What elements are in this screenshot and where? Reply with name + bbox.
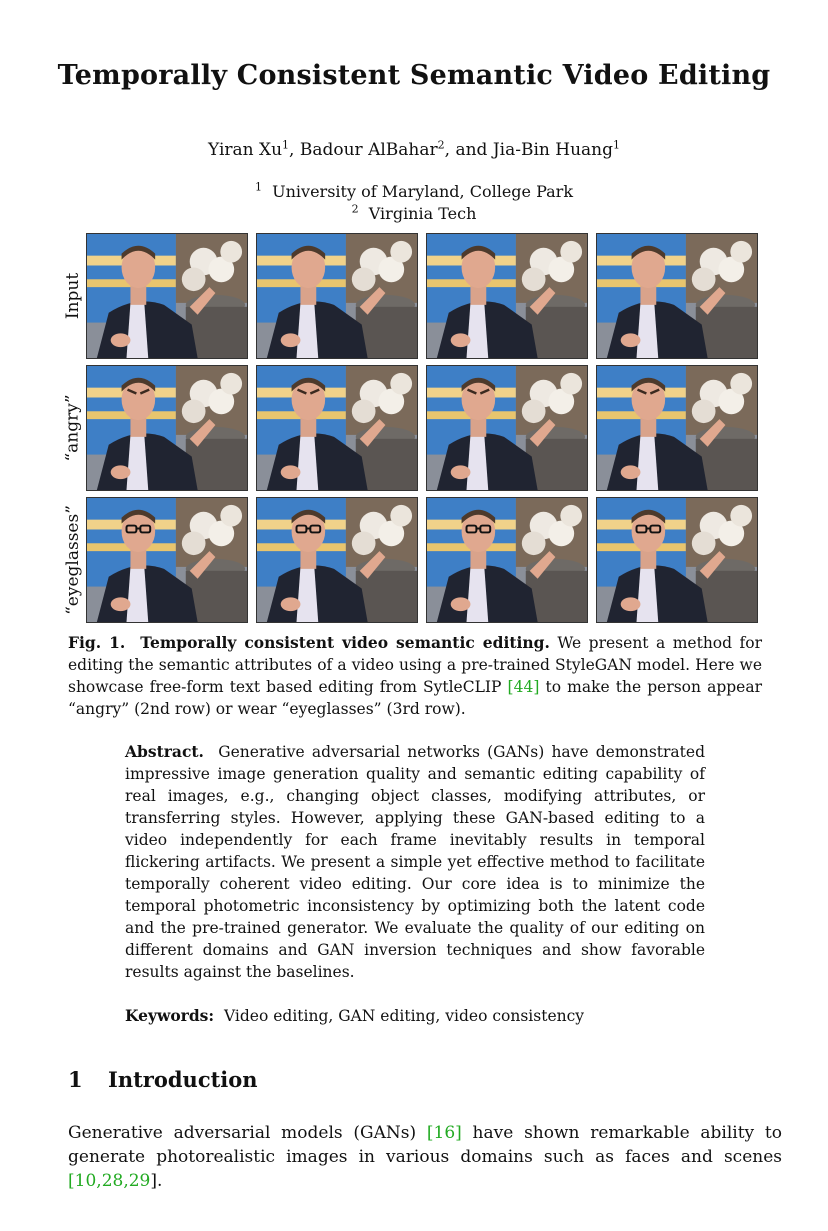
row-label-input	[60, 232, 86, 360]
row-label-text: Input	[63, 272, 84, 320]
video-frame-input-3	[426, 233, 588, 359]
affil-name: Virginia Tech	[368, 204, 477, 223]
citation-separator: ,	[96, 1171, 102, 1191]
intro-paragraph	[68, 1121, 782, 1193]
citation-bracket: [	[68, 1171, 75, 1191]
section-number: 1	[68, 1067, 83, 1092]
citation-link[interactable]: 10	[74, 1171, 97, 1191]
abstract-text: Generative adversarial networks (GANs) have demonstrated impressive image generation quality and semantic editing capability of real images, e.g., changing object classes, modifying attributes, or transferring styles. However, applying these GAN-based editing to a video independently for each frame inevitably results in temporal flickering artifacts. We present a simple yet effective method to facilitate temporally coherent video editing. Our core idea is to minimize the temporal photometric inconsistency by optimizing both the latent code and the pre-trained generator. We evaluate the quality of our editing on different domains and GAN inversion techniques and show favorable results against the baselines.	[125, 743, 706, 981]
video-frame-eyeglasses-1	[86, 497, 248, 623]
affiliation	[0, 182, 828, 201]
video-frame-eyeglasses-2	[256, 497, 418, 623]
intro-text: ].	[150, 1171, 163, 1191]
figure-1	[60, 232, 765, 624]
keywords-label: Keywords:	[125, 1006, 215, 1025]
caption-text: We present a method for editing the semantic attributes of a video using a pre-trained StyleGAN model. Here we showcase free-form text based editing from SytleCLIP	[68, 634, 763, 696]
caption-title: Temporally consistent video semantic editing.	[140, 633, 550, 652]
row-label-angry	[60, 364, 86, 492]
abstract-label: Abstract.	[125, 742, 204, 761]
author-name: Badour AlBahar	[299, 140, 438, 160]
author-separator: ,	[289, 140, 300, 160]
caption-text: to make the person appear “angry” (2nd row) or wear “eyeglasses” (3rd row).	[68, 678, 763, 718]
section-heading	[68, 1067, 258, 1092]
affiliation	[0, 204, 828, 223]
video-frame-input-4	[596, 233, 758, 359]
affil-name: University of Maryland, College Park	[272, 182, 574, 201]
author-name: Yiran Xu	[208, 140, 283, 160]
row-label-text: “eyeglasses”	[63, 505, 84, 615]
keywords	[125, 1005, 705, 1027]
video-frame-angry-4	[596, 365, 758, 491]
video-frame-input-2	[256, 233, 418, 359]
citation-link[interactable]: 29	[128, 1171, 151, 1191]
video-frame-angry-2	[256, 365, 418, 491]
keywords-text: Video editing, GAN editing, video consistency	[224, 1007, 585, 1025]
citation-link[interactable]: [16]	[426, 1123, 462, 1143]
video-frame-eyeglasses-4	[596, 497, 758, 623]
intro-text: Generative adversarial models (GANs)	[68, 1123, 427, 1143]
affil-mark: 1	[254, 180, 262, 194]
figure-caption	[68, 632, 762, 720]
video-frame-angry-1	[86, 365, 248, 491]
intro-text: have shown remarkable ability to generate photorealistic images in various domains such as faces and scenes	[68, 1123, 782, 1167]
citation-separator: ,	[123, 1171, 129, 1191]
section-title: Introduction	[108, 1067, 258, 1092]
video-frame-eyeglasses-3	[426, 497, 588, 623]
caption-label: Fig. 1.	[68, 633, 126, 652]
author-separator: , and	[444, 140, 493, 160]
abstract	[125, 741, 705, 983]
row-label-text: “angry”	[63, 394, 83, 462]
author-affil-mark: 1	[612, 138, 620, 152]
citation-link[interactable]: [44]	[507, 678, 540, 696]
citation-link[interactable]: 28	[101, 1171, 124, 1191]
author-affil-mark: 1	[282, 138, 290, 152]
affil-mark: 2	[351, 202, 359, 216]
row-label-eyeglasses	[60, 496, 86, 624]
author-name: Jia-Bin Huang	[492, 140, 613, 160]
author-affil-mark: 2	[437, 138, 445, 152]
video-frame-input-1	[86, 233, 248, 359]
paper-title: Temporally Consistent Semantic Video Editing	[57, 60, 771, 91]
video-frame-angry-3	[426, 365, 588, 491]
author-list	[0, 140, 828, 160]
